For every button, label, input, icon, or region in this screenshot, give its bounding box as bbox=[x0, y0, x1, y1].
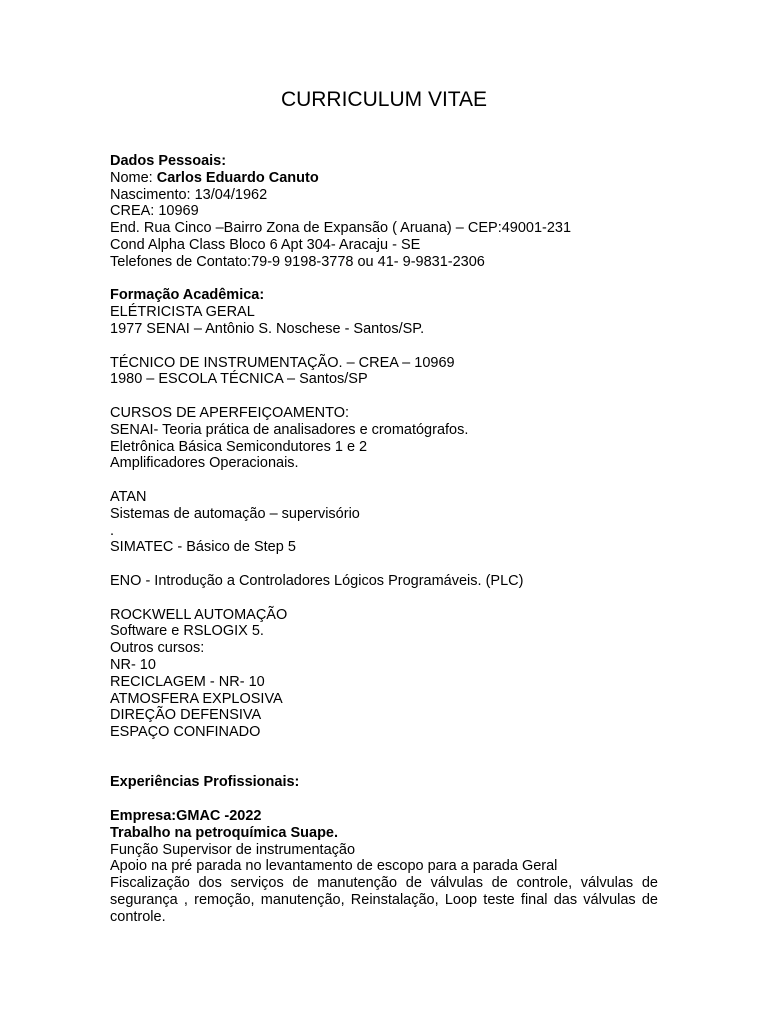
course-line: . bbox=[110, 522, 115, 539]
courses-heading: CURSOS DE APERFEIÇOAMENTO: bbox=[110, 404, 350, 421]
course-line: SENAI- Teoria prática de analisadores e cromatógrafos. bbox=[110, 421, 469, 438]
spacer bbox=[110, 556, 658, 573]
crea-line: CREA: 10969 bbox=[110, 203, 199, 220]
course-line: Sistemas de automação – supervisório bbox=[110, 505, 360, 522]
name-value: Carlos Eduardo Canuto bbox=[156, 169, 319, 186]
phones-line: Telefones de Contato:79-9 9198-3778 ou 41- 9-9831-2306 bbox=[110, 253, 485, 270]
experience-heading: Experiências Profissionais: bbox=[110, 774, 300, 791]
spacer bbox=[110, 388, 658, 405]
address-line-2: Cond Alpha Class Bloco 6 Apt 304- Aracaju - SE bbox=[110, 236, 421, 253]
spacer bbox=[110, 741, 658, 758]
spacer bbox=[110, 271, 658, 288]
course-line: Software e RSLOGIX 5. bbox=[110, 623, 264, 640]
cv-content bbox=[110, 153, 658, 926]
education-heading: Formação Acadêmica: bbox=[110, 287, 265, 304]
course-line: SIMATEC - Básico de Step 5 bbox=[110, 539, 296, 556]
document-title: CURRICULUM VITAE bbox=[280, 88, 488, 111]
company-line: Empresa:GMAC -2022 bbox=[110, 808, 262, 825]
course-line: RECICLAGEM - NR- 10 bbox=[110, 673, 265, 690]
course-line: Amplificadores Operacionais. bbox=[110, 455, 299, 472]
description-line: Apoio na pré parada no levantamento de escopo para a parada Geral bbox=[110, 858, 558, 875]
course-line: ATAN bbox=[110, 488, 147, 505]
course-line: Outros cursos: bbox=[110, 640, 205, 657]
spacer bbox=[110, 590, 658, 607]
spacer bbox=[110, 338, 658, 355]
course-line: NR- 10 bbox=[110, 656, 156, 673]
education-line: TÉCNICO DE INSTRUMENTAÇÃO. – CREA – 10969 bbox=[110, 354, 455, 371]
description-paragraph: Fiscalização dos serviços de manutenção de válvulas de controle, válvulas de segurança , remoção, manutenção, Reinstalação, Loop teste final das válvulas de controle. bbox=[110, 875, 658, 925]
personal-heading: Dados Pessoais: bbox=[110, 153, 227, 169]
name-label: Nome: bbox=[110, 169, 157, 186]
course-line: ENO - Introdução a Controladores Lógicos Programáveis. (PLC) bbox=[110, 572, 524, 589]
education-line: ELÉTRICISTA GERAL bbox=[110, 304, 255, 321]
course-line: ATMOSFERA EXPLOSIVA bbox=[110, 690, 283, 707]
address-line-1: End. Rua Cinco –Bairro Zona de Expansão ( Aruana) – CEP:49001-231 bbox=[110, 220, 572, 237]
education-line: 1977 SENAI – Antônio S. Noschese - Santos/SP. bbox=[110, 320, 425, 337]
course-line: DIREÇÃO DEFENSIVA bbox=[110, 707, 262, 724]
spacer bbox=[110, 791, 658, 808]
course-line: ROCKWELL AUTOMAÇÃO bbox=[110, 606, 288, 623]
birth-line: Nascimento: 13/04/1962 bbox=[110, 186, 268, 203]
course-line: ESPAÇO CONFINADO bbox=[110, 724, 261, 741]
function-line: Função Supervisor de instrumentação bbox=[110, 841, 356, 858]
work-line: Trabalho na petroquímica Suape. bbox=[110, 824, 339, 841]
spacer bbox=[110, 472, 658, 489]
course-line: Eletrônica Básica Semicondutores 1 e 2 bbox=[110, 438, 368, 455]
name-line bbox=[110, 170, 658, 187]
education-line: 1980 – ESCOLA TÉCNICA – Santos/SP bbox=[110, 371, 368, 388]
spacer bbox=[110, 758, 658, 775]
